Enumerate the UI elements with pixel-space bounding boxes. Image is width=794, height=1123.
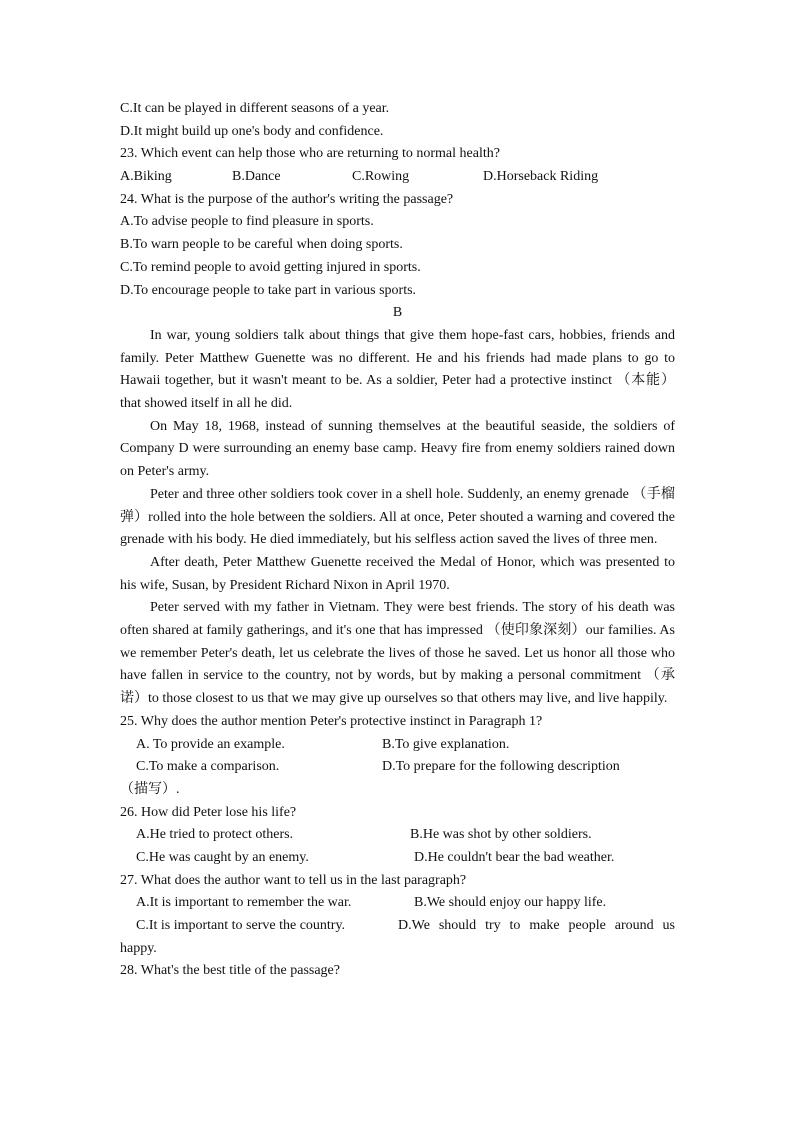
q25-question: 25. Why does the author mention Peter's protective instinct in Paragraph 1? [120, 713, 543, 729]
q25-option-d-wrap: （描写）. [120, 781, 180, 797]
q24-option-d: D.To encourage people to take part in various sports. [120, 282, 417, 298]
q25-options-row-1 [120, 734, 675, 757]
q23-options [120, 166, 675, 189]
q27-option-b: B.We should enjoy our happy life. [414, 895, 607, 911]
passage-paragraph-5: Peter served with my father in Vietnam. They were best friends. The story of his death was often shared at family gatherings, and it's one that has impressed （使印象深刻）our families. As we remember Peter's death, let us celebrate the lives of those he saved. Let us honor all those who have fallen in service to the country, not by words, but by making a personal commitment （承诺）to those closest to us that we may give up ourselves so that others may live, and live happily. [120, 600, 675, 707]
passage-paragraph-2: On May 18, 1968, instead of sunning themselves at the beautiful seaside, the soldiers of Company D were surrounding an enemy base camp. Heavy fire from enemy soldiers rained down on Peter's army. [120, 418, 675, 480]
q24-question: 24. What is the purpose of the author's writing the passage? [120, 191, 454, 207]
passage-paragraph-1: In war, young soldiers talk about things that give them hope-fast cars, hobbies, friends and family. Peter Matthew Guenette was no different. He and his friends had made plans to go to Hawaii together, but it wasn't meant to be. As a soldier, Peter had a protective instinct （本能）that showed itself in all he did. [120, 327, 675, 411]
q26-option-d: D.He couldn't bear the bad weather. [414, 849, 615, 865]
q23-option-b: B.Dance [232, 169, 281, 185]
q26-question: 26. How did Peter lose his life? [120, 804, 297, 820]
q25-option-b: B.To give explanation. [382, 736, 510, 752]
q27-option-d: D.We should try to make people around us happy. [120, 918, 675, 956]
q25-option-d: D.To prepare for the following description [382, 759, 620, 775]
q27-option-c: C.It is important to serve the country. [136, 918, 346, 934]
q26-option-c: C.He was caught by an enemy. [136, 849, 309, 865]
q27-options-row-1 [120, 892, 675, 915]
q27-question: 27. What does the author want to tell us in the last paragraph? [120, 872, 467, 888]
q25-option-c: C.To make a comparison. [136, 759, 280, 775]
q22-option-c: C.It can be played in different seasons of a year. [120, 101, 390, 116]
section-b-heading: B [392, 305, 403, 321]
q24-option-c: C.To remind people to avoid getting injured in sports. [120, 259, 421, 275]
q26-option-a: A.He tried to protect others. [136, 827, 294, 843]
q26-options-row-1 [120, 824, 675, 847]
q27-option-a: A.It is important to remember the war. [136, 895, 352, 911]
q23-option-c: C.Rowing [352, 169, 410, 185]
q28-question: 28. What's the best title of the passage? [120, 963, 340, 979]
q23-question: 23. Which event can help those who are returning to normal health? [120, 146, 500, 162]
exam-page [120, 98, 675, 983]
q27-options-row-2 [120, 915, 675, 960]
q24-option-a: A.To advise people to find pleasure in sports. [120, 214, 374, 230]
q23-option-a: A.Biking [120, 169, 172, 185]
passage-paragraph-3: Peter and three other soldiers took cover in a shell hole. Suddenly, an enemy grenade （手榴弹）rolled into the hole between the soldiers. All at once, Peter shouted a warning and covered the grenade with his body. He died immediately, but his selfless action saved the lives of three men. [120, 486, 675, 548]
q24-option-b: B.To warn people to be careful when doing sports. [120, 237, 403, 253]
q23-option-d: D.Horseback Riding [483, 169, 599, 185]
q22-option-d: D.It might build up one's body and confidence. [120, 123, 384, 139]
q25-option-a: A. To provide an example. [136, 736, 285, 752]
q26-options-row-2 [120, 847, 675, 870]
q25-options-row-2 [120, 756, 675, 779]
q26-option-b: B.He was shot by other soldiers. [410, 827, 592, 843]
passage-paragraph-4: After death, Peter Matthew Guenette received the Medal of Honor, which was presented to his wife, Susan, by President Richard Nixon in April 1970. [120, 554, 675, 593]
